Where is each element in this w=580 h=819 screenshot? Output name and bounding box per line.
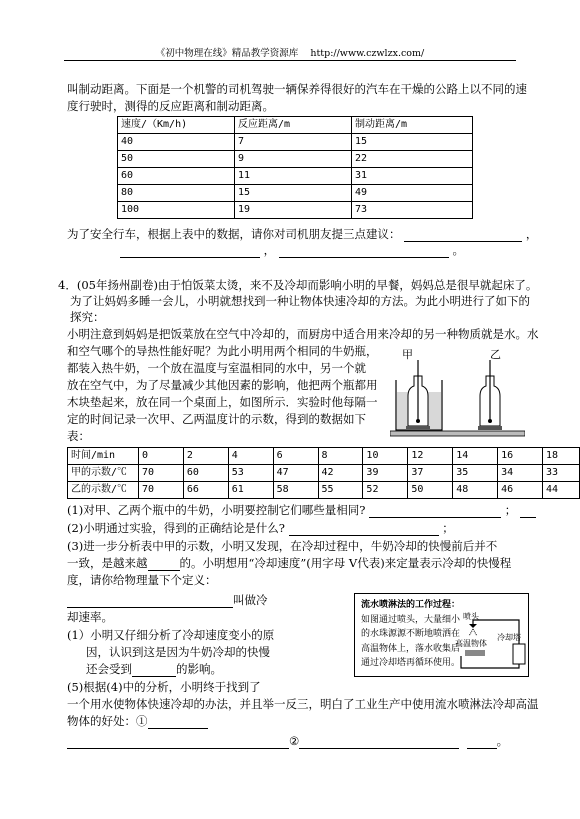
block-jia (406, 426, 430, 429)
header-cell: 速度/（Km/h) (118, 117, 235, 134)
answer-blank-q1b[interactable] (520, 506, 536, 518)
box-line: 的水珠源源不断地喷洒在 (361, 629, 461, 639)
cell: 34 (498, 465, 543, 482)
sub-q1-end: ； (504, 503, 517, 517)
cell: 39 (363, 465, 408, 482)
suggest-period: 。 (452, 243, 464, 257)
desk (390, 431, 525, 436)
cell: 70 (138, 482, 183, 499)
hot-object (465, 650, 485, 656)
cell: 7 (235, 134, 352, 151)
cooling-tower (513, 644, 525, 664)
cell: 42 (318, 465, 363, 482)
answer-blank-q1[interactable] (369, 506, 501, 518)
answer-blank-q3b[interactable] (67, 596, 233, 608)
cell: 6 (273, 448, 318, 465)
answer-blank-q2[interactable] (289, 524, 439, 536)
cell: 16 (498, 448, 543, 465)
cell: 46 (498, 482, 543, 499)
answer-blank-q5b[interactable] (67, 737, 289, 749)
box-line: 高温物体上，落水收集后 (361, 643, 461, 654)
cell: 73 (352, 202, 473, 219)
cell: 33 (542, 465, 579, 482)
cell: 61 (228, 482, 273, 499)
sub-q4-text-b: 的影响。 (176, 662, 222, 676)
sub-q5-mark: ② (289, 734, 300, 748)
tower-label: 冷却塔 (497, 633, 521, 642)
hot-object-label: 高温物体 (455, 639, 487, 648)
box-line: 通过冷却塔再循环使用。 (361, 658, 461, 668)
cell: 53 (228, 465, 273, 482)
answer-blank-q5c[interactable] (299, 737, 459, 749)
cell: 9 (235, 151, 352, 168)
intro-line-1: 叫制动距离。下面是一个机警的司机驾驶一辆保养得很好的汽车在干燥的公路上以不同的速 (67, 82, 527, 96)
sub-q3-line-2 (67, 556, 511, 571)
box-text (361, 598, 460, 671)
cell: 11 (235, 168, 352, 185)
cell: 70 (138, 465, 183, 482)
cell: 58 (273, 482, 318, 499)
nozzle-label: 喷头 (463, 612, 479, 621)
cell: 10 (363, 448, 408, 465)
cell: 44 (542, 482, 579, 499)
page-header (0, 45, 580, 59)
sub-q4-line-2: 因，认识到这是因为牛奶冷却的快慢 (86, 645, 270, 659)
table-row (68, 465, 580, 482)
cell: 15 (352, 134, 473, 151)
q4-line-5: 和空气哪个的导热性能好呢？为此小明用两个相同的牛奶瓶， (67, 344, 378, 358)
sub-q3-line-3: 度，请你给物理量下个定义： (67, 573, 217, 587)
table-header-row (118, 117, 473, 134)
speed-distance-table (117, 116, 473, 219)
cell: 60 (118, 168, 235, 185)
suggest-prompt: 为了安全行车，根据上表中的数据，请你对司机朋友提三点建议： (67, 227, 401, 241)
sub-q5-line-1: (5)根据(4)中的分析，小明终于找到了 (67, 680, 261, 694)
header-url: http://www.czwlzx.com/ (310, 48, 425, 59)
sub-q3-line-5: 却速率。 (67, 610, 113, 624)
answer-blank-q3a[interactable] (148, 559, 180, 571)
label-yi: 乙 (490, 348, 501, 361)
cell: 80 (118, 185, 235, 202)
sub-q3-text-c: 叫做冷 (233, 593, 268, 607)
cell: 乙的示数/℃ (68, 482, 139, 499)
q4-line-1 (58, 278, 537, 293)
answer-blank-2[interactable] (120, 246, 260, 258)
q4-line-3: 探究： (70, 310, 105, 324)
label-jia: 甲 (402, 348, 413, 361)
block-yi (478, 426, 502, 430)
sub-q4-text-a: 还会受到 (86, 662, 132, 676)
suggest-comma: ， (525, 227, 538, 241)
cell: 60 (183, 465, 228, 482)
cell: 50 (408, 482, 453, 499)
answer-blank-q4[interactable] (132, 665, 176, 677)
sub-q5-line-2: 一个用水使物体快速冷却的办法，并且举一反三，明白了工业生产中使用流水喷淋法冷却高温 (67, 697, 539, 711)
cell: 15 (235, 185, 352, 202)
sub-q5-text: 物体的好处：① (67, 714, 148, 728)
q4-line-7: 放在空气中，为了尽量减少其他因素的影响，他把两个瓶都用 (67, 378, 378, 392)
cell: 2 (183, 448, 228, 465)
cell: 49 (352, 185, 473, 202)
table-row (118, 151, 473, 168)
sub-q5-end: 。 (496, 734, 509, 748)
answer-blank-1[interactable] (404, 230, 522, 242)
q4-text: (05年扬州副卷)由于怕饭菜太烫，来不及冷却而影响小明的早餐，妈妈总是很早就起床了。 (76, 278, 538, 292)
sub-q3-text-a: 一致，是越来越 (67, 556, 148, 570)
sub-q2-text: (2)小明通过实验，得到的正确结论是什么? (67, 521, 285, 535)
cell: 8 (318, 448, 363, 465)
cell: 31 (352, 168, 473, 185)
answer-blank-q5a[interactable] (148, 717, 208, 729)
table-row (118, 134, 473, 151)
table-row (68, 482, 580, 499)
cell: 40 (118, 134, 235, 151)
cell: 19 (235, 202, 352, 219)
q4-line-8: 木块垫起来，放在同一个桌面上，如图所示．实验时他每隔一 (67, 395, 378, 409)
cell: 甲的示数/℃ (68, 465, 139, 482)
cell: 22 (352, 151, 473, 168)
box-title: 流水喷淋法的工作过程： (361, 600, 461, 610)
cell: 14 (453, 448, 498, 465)
cell: 4 (228, 448, 273, 465)
cell: 12 (408, 448, 453, 465)
suggest-line-2 (120, 243, 464, 258)
header-rule (64, 60, 516, 61)
cell: 48 (453, 482, 498, 499)
cell: 47 (273, 465, 318, 482)
header-cell: 制动距离/m (352, 117, 473, 134)
suggest-comma: ， (263, 243, 276, 257)
spray-line (473, 629, 477, 636)
sub-q3-line-4 (67, 593, 268, 608)
sub-q4-line-3 (86, 662, 222, 677)
cell: 时间/min (68, 448, 139, 465)
q4-line-10: 表： (67, 429, 90, 443)
cell: 35 (453, 465, 498, 482)
sub-q4-line-1: (1）小明又仔细分析了冷却速度变小的原 (67, 628, 275, 642)
nozzle-icon (469, 624, 477, 628)
cell: 18 (542, 448, 579, 465)
box-line: 如图通过喷头，大量细小 (361, 614, 461, 625)
temperature-table (67, 447, 580, 499)
intro-line-2: 度行驶时，测得的反应距离和制动距离。 (67, 99, 274, 113)
thermometer-bulb-yi (488, 419, 492, 423)
sub-q2 (67, 521, 454, 536)
q4-line-9: 定的时间记录一次甲、乙两温度计的示数，得到的数据如下 (67, 412, 366, 426)
spray-diagram (455, 610, 527, 674)
spray-line (469, 629, 473, 636)
sub-q1-text: (1)对甲、乙两个瓶中的牛奶，小明要控制它们哪些量相同? (67, 503, 366, 517)
answer-blank-3[interactable] (279, 246, 449, 258)
sub-q5-line-3 (67, 714, 208, 729)
cell: 52 (363, 482, 408, 499)
cell: 55 (318, 482, 363, 499)
table-row (68, 448, 580, 465)
q4-line-6: 都装入热牛奶，一个放在温度与室温相同的水中，另一个就 (67, 361, 366, 375)
sub-q3-text-b: 的。小明想用“冷却速度”(用字母 V代表)来定量表示冷却的快慢程 (179, 556, 512, 570)
cell: 0 (138, 448, 183, 465)
suggest-line (67, 227, 537, 242)
cell: 100 (118, 202, 235, 219)
bottles-figure (390, 346, 525, 438)
header-title: 《初中物理在线》精品教学资源库 (155, 48, 299, 59)
sub-q1 (67, 503, 536, 518)
cell: 37 (408, 465, 453, 482)
question-number: 4． (58, 278, 77, 292)
header-cell: 反应距离/m (235, 117, 352, 134)
cell: 50 (118, 151, 235, 168)
thermometer-bulb-jia (416, 419, 420, 423)
cell: 66 (183, 482, 228, 499)
answer-blank-q5d[interactable] (467, 737, 497, 749)
sub-q2-end: ； (442, 521, 454, 535)
q4-line-2: 为了让妈妈多睡一会儿，小明就想找到一种让物体快速冷却的方法。为此小明进行了如下的 (70, 294, 530, 308)
q4-line-4: 小明注意到妈妈是把饭菜放在空气中冷却的，而厨房中适合用来冷却的另一种物质就是水。水 (67, 327, 539, 341)
table-row (118, 185, 473, 202)
table-row (118, 202, 473, 219)
sub-q3-line-1: (3)进一步分析表中甲的示数，小明又发现，在冷却过程中，牛奶冷却的快慢前后并不 (67, 539, 498, 553)
table-row (118, 168, 473, 185)
sub-q5-line-4 (67, 734, 508, 749)
